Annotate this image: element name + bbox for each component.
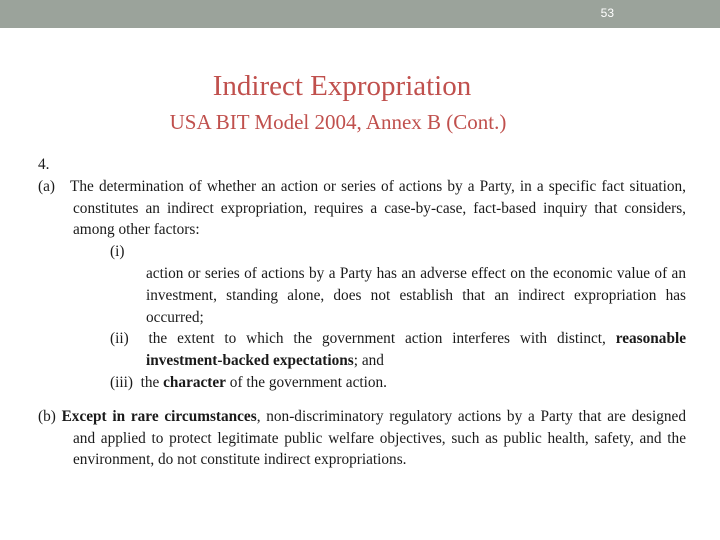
- page-number: 53: [600, 6, 614, 20]
- slide-header-bar: [0, 0, 720, 28]
- item-ii-text-end: ; and: [353, 352, 384, 370]
- item-ii-text: the extent to which the government action interferes with distinct,: [148, 330, 616, 348]
- paragraph-a-label: (a): [38, 177, 55, 195]
- item-iii-text: the: [140, 373, 164, 391]
- section-number: 4.: [38, 156, 50, 173]
- paragraph-b-text: , non-discriminatory regulatory actions by a Party that are designed and applied to protect legitimate public welfare objectives, such as public health, safety, and the environment, do not constitute indirect expropriations.: [73, 407, 686, 469]
- item-ii-bold-text: reasonable investment-backed expectations: [146, 330, 686, 370]
- slide-title: Indirect Expropriation: [212, 70, 472, 102]
- paragraph-b: [38, 406, 686, 471]
- item-i-label: (i): [110, 243, 125, 261]
- paragraph-b-label: (b): [38, 407, 56, 425]
- item-ii: [110, 328, 686, 372]
- item-i-text: action or series of actions by a Party has an adverse effect on the economic value of an investment, standing alone, does not establish that an indirect expropriation has occurred;: [146, 264, 686, 326]
- paragraph-a-text: The determination of whether an action or series of actions by a Party, in a specific fact situation, constitutes an indirect expropriation, requires a case-by-case, fact-based inquiry that considers, among other factors:: [70, 177, 687, 239]
- paragraph-b-bold-text: Except in rare circumstances: [61, 407, 257, 425]
- item-iii-bold-text: character: [163, 373, 226, 391]
- paragraph-a: [38, 176, 687, 241]
- item-ii-label: (ii): [110, 330, 129, 348]
- item-iii-text-end: of the government action.: [225, 373, 387, 391]
- slide-subtitle: USA BIT Model 2004, Annex B (Cont.): [169, 110, 507, 134]
- item-iii-label: (iii): [110, 373, 133, 391]
- slide-body: [38, 154, 686, 471]
- item-iii: [110, 372, 686, 394]
